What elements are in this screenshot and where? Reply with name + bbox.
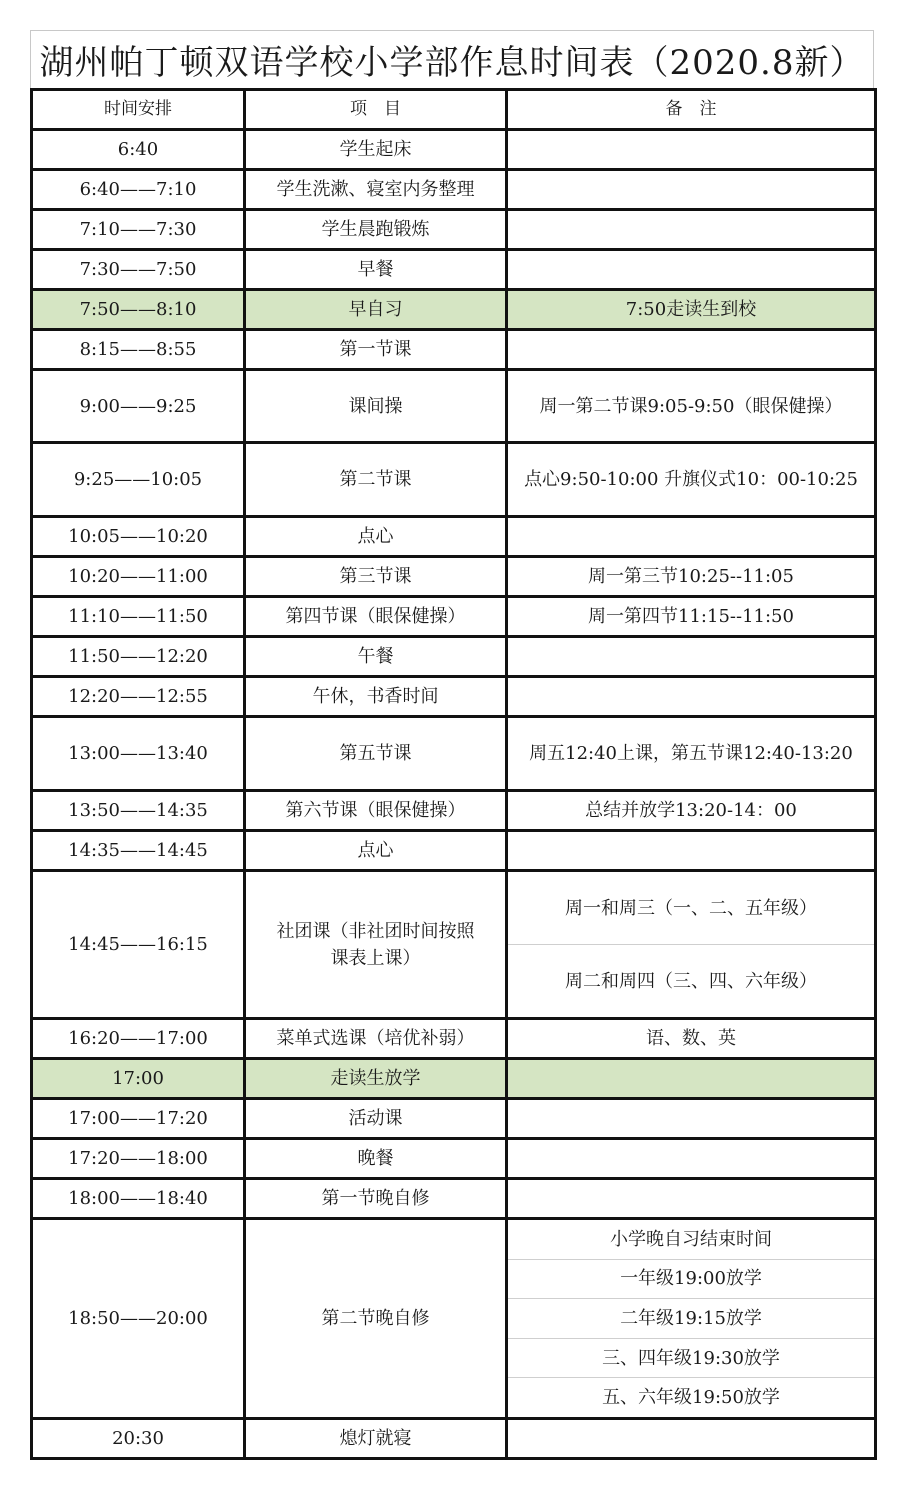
table-row [32,170,876,210]
header-item: 项 目 [245,90,507,130]
item-cell: 午餐 [245,637,507,677]
item-cell: 早自习 [245,290,507,330]
table-row [32,791,876,831]
table-row [32,330,876,370]
time-cell: 13:00——13:40 [32,717,245,791]
notes-cell: 总结并放学13:20-14：00 [507,791,876,831]
notes-cell [507,330,876,370]
notes-cell [507,1219,876,1419]
item-cell: 第五节课 [245,717,507,791]
item-cell: 学生晨跑锻炼 [245,210,507,250]
note-stack [508,872,874,1017]
item-cell: 第二节晚自修 [245,1219,507,1419]
notes-cell [507,210,876,250]
time-cell: 18:00——18:40 [32,1179,245,1219]
item-cell: 第三节课 [245,557,507,597]
notes-cell [507,1139,876,1179]
table-row [32,1099,876,1139]
table-row [32,250,876,290]
time-cell: 13:50——14:35 [32,791,245,831]
item-cell: 点心 [245,831,507,871]
item-cell: 学生起床 [245,130,507,170]
header-notes: 备 注 [507,90,876,130]
time-cell: 12:20——12:55 [32,677,245,717]
table-row [32,130,876,170]
notes-cell [507,677,876,717]
schedule-table [30,88,877,1460]
time-cell: 17:00——17:20 [32,1099,245,1139]
table-row [32,597,876,637]
note-line: 周一和周三（一、二、五年级） [565,897,817,919]
notes-cell [507,637,876,677]
time-cell: 6:40——7:10 [32,170,245,210]
table-row [32,290,876,330]
schedule-body [32,90,876,1459]
notes-cell [507,1179,876,1219]
notes-cell: 7:50走读生到校 [507,290,876,330]
item-cell: 菜单式选课（培优补弱） [245,1019,507,1059]
note-line: 三、四年级19:30放学 [508,1338,874,1378]
note-line: 周二和周四（三、四、六年级） [508,944,874,1017]
item-cell: 第六节课（眼保健操） [245,791,507,831]
time-cell: 11:10——11:50 [32,597,245,637]
page-title: 湖州帕丁顿双语学校小学部作息时间表（2020.8新） [30,30,874,88]
notes-cell: 周一第四节11:15--11:50 [507,597,876,637]
notes-cell [507,831,876,871]
item-cell: 晚餐 [245,1139,507,1179]
notes-cell [507,517,876,557]
notes-cell [507,1419,876,1459]
table-row [32,517,876,557]
item-cell: 第一节晚自修 [245,1179,507,1219]
note-line: 五、六年级19:50放学 [508,1377,874,1417]
table-row [32,1019,876,1059]
table-row [32,677,876,717]
time-cell: 8:15——8:55 [32,330,245,370]
table-row [32,443,876,517]
table-row [32,210,876,250]
header-row [32,90,876,130]
item-cell: 点心 [245,517,507,557]
time-cell: 10:05——10:20 [32,517,245,557]
item-cell: 活动课 [245,1099,507,1139]
time-cell: 7:50——8:10 [32,290,245,330]
time-cell: 16:20——17:00 [32,1019,245,1059]
notes-cell: 周一第三节10:25--11:05 [507,557,876,597]
table-row [32,1219,876,1419]
notes-cell [507,250,876,290]
note-line: 一年级19:00放学 [508,1259,874,1299]
table-row [32,637,876,677]
item-cell: 第二节课 [245,443,507,517]
time-cell: 10:20——11:00 [32,557,245,597]
notes-cell [507,170,876,210]
time-cell: 14:35——14:45 [32,831,245,871]
table-row [32,717,876,791]
schedule-sheet [30,30,874,1460]
table-row [32,871,876,1019]
notes-cell [507,1099,876,1139]
item-cell: 学生洗漱、寝室内务整理 [245,170,507,210]
notes-cell [507,1059,876,1099]
time-cell: 11:50——12:20 [32,637,245,677]
item-cell: 第四节课（眼保健操） [245,597,507,637]
item-cell: 午休，书香时间 [245,677,507,717]
time-cell: 18:50——20:00 [32,1219,245,1419]
item-cell: 课间操 [245,370,507,443]
item-cell: 社团课（非社团时间按照课表上课） [245,871,507,1019]
item-cell: 熄灯就寝 [245,1419,507,1459]
note-line: 二年级19:15放学 [508,1298,874,1338]
item-cell: 第一节课 [245,330,507,370]
table-row [32,370,876,443]
notes-cell: 语、数、英 [507,1019,876,1059]
table-row [32,1179,876,1219]
table-row [32,1419,876,1459]
notes-cell [507,871,876,1019]
notes-cell: 点心9:50-10:00 升旗仪式10：00-10:25 [507,443,876,517]
time-cell: 6:40 [32,130,245,170]
item-cell: 早餐 [245,250,507,290]
header-time: 时间安排 [32,90,245,130]
note-stack [508,1220,874,1417]
time-cell: 7:10——7:30 [32,210,245,250]
table-row [32,1059,876,1099]
time-cell: 17:20——18:00 [32,1139,245,1179]
time-cell: 9:25——10:05 [32,443,245,517]
notes-cell: 周五12:40上课，第五节课12:40-13:20 [507,717,876,791]
time-cell: 17:00 [32,1059,245,1099]
notes-cell [507,130,876,170]
note-line: 小学晚自习结束时间 [610,1228,772,1250]
time-cell: 7:30——7:50 [32,250,245,290]
item-cell: 走读生放学 [245,1059,507,1099]
time-cell: 20:30 [32,1419,245,1459]
time-cell: 9:00——9:25 [32,370,245,443]
table-row [32,1139,876,1179]
table-row [32,831,876,871]
time-cell: 14:45——16:15 [32,871,245,1019]
notes-cell: 周一第二节课9:05-9:50（眼保健操） [507,370,876,443]
table-row [32,557,876,597]
